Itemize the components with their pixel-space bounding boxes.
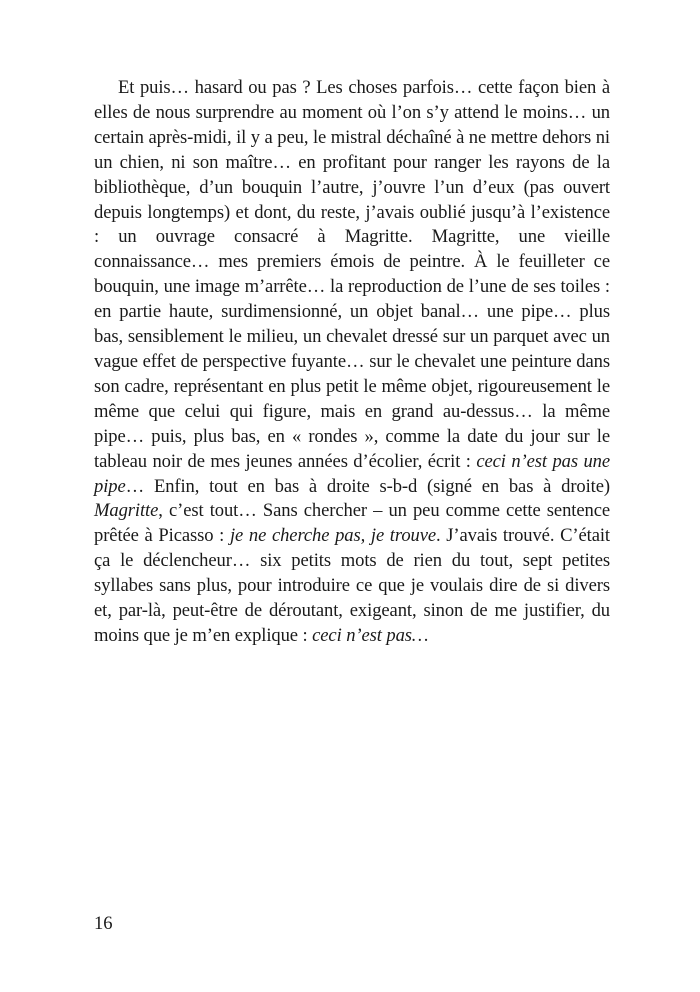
paragraph [94, 76, 610, 649]
italic-signature-magritte: Magritte [94, 500, 159, 522]
text-run-4: . J’avais trouvé. C’était ça le déclencheur… six petits mots de rien du tout, sept petites syllabes sans plus, pour introduire ce que je voulais dire de si divers et, par-là, peut-être de déroutant, exigeant, sinon de me justifier, du moins que je m’en explique : [94, 525, 610, 646]
text-run-3: , c’est tout… Sans chercher – un peu comme cette sentence prêtée à Picasso : [94, 500, 610, 547]
text-run-2: … Enfin, tout en bas à droite s-b-d (signé en bas à droite) [125, 475, 610, 497]
italic-quote-pipe: ceci n’est pas une pipe [94, 450, 610, 497]
italic-closing-phrase: ceci n’est pas… [312, 624, 429, 646]
italic-quote-picasso: je ne cherche pas, je trouve [229, 525, 437, 547]
text-run-1: Et puis… hasard ou pas ? Les choses parfois… cette façon bien à elles de nous surprendre au moment où l’on s’y attend le moins… un certain après-midi, il y a peu, le mistral déchaîné à ne mettre dehors ni un chien, ni son maître… en profitant pour ranger les rayons de la bibliothèque, d’un bouquin l’autre, j’ouvre l’un d’eux (pas ouvert depuis longtemps) et dont, du reste, j’avais oublié jusqu’à l’existence : un ouvrage consacré à Magritte. Magritte, une vieille connaissance… mes premiers émois de peintre. À le feuilleter ce bouquin, une image m’arrête… la reproduction de l’une de ses toiles : en partie haute, surdimensionné, un objet banal… une pipe… plus bas, sensiblement le milieu, un chevalet dressé sur un parquet avec un vague effet de perspective fuyante… sur le chevalet une peinture dans son cadre, représentant en plus petit le même objet, rigoureusement le même que celui qui figure, mais en grand au-dessus… la même pipe… puis, plus bas, en « rondes », comme la date du jour sur le tableau noir de mes jeunes années d’écolier, écrit : [94, 77, 610, 472]
body-text [94, 76, 610, 649]
page-number: 16 [94, 913, 113, 934]
